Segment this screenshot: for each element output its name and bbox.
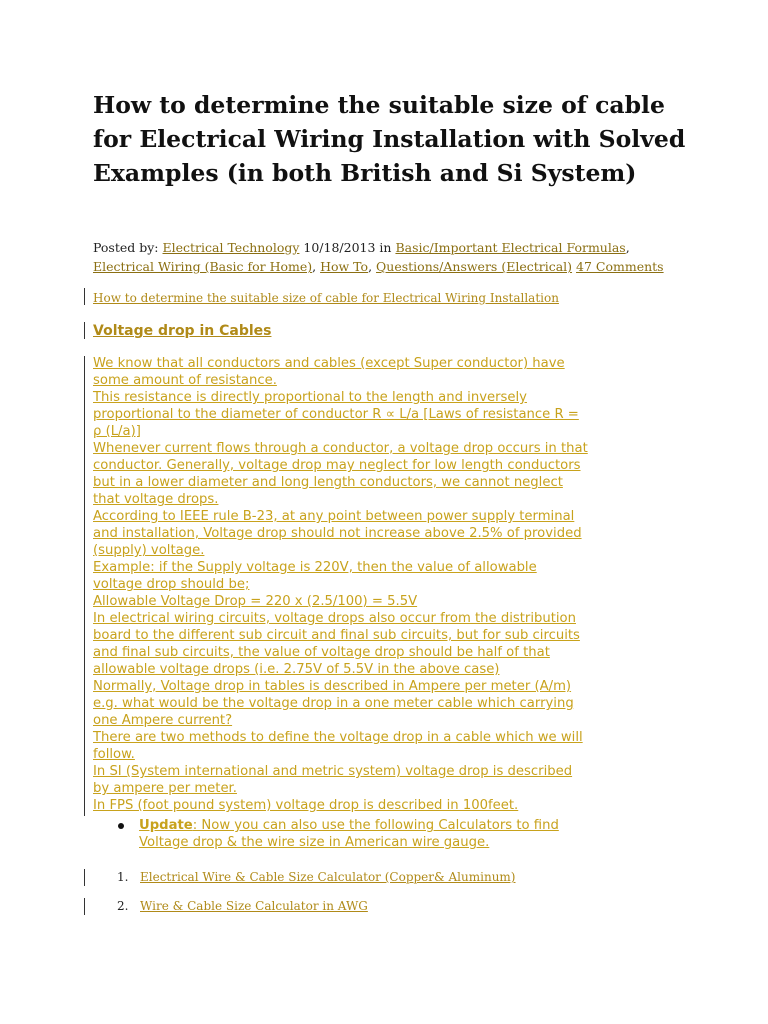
body-line[interactable]: by ampere per meter. <box>93 781 237 796</box>
text-cursor-bar <box>84 898 85 915</box>
body-line[interactable]: (supply) voltage. <box>93 543 205 558</box>
body-line[interactable]: Allowable Voltage Drop = 220 x (2.5/100) = 5.5V <box>93 594 418 609</box>
calculator-link-awg[interactable]: Wire & Cable Size Calculator in AWG <box>140 899 368 913</box>
update-label[interactable]: Update <box>139 818 193 833</box>
body-line[interactable]: and final sub circuits, the value of voltage drop should be half of that <box>93 645 550 660</box>
update-text-line2[interactable]: Voltage drop & the wire size in American wire gauge. <box>139 835 490 850</box>
list-number: 1. <box>117 870 129 884</box>
body-line[interactable]: board to the different sub circuit and final sub circuits, but for sub circuits <box>93 628 580 643</box>
post-date: 10/18/2013 in <box>299 240 396 255</box>
author-link[interactable]: Electrical Technology <box>162 240 300 255</box>
text-cursor-bar <box>84 869 85 886</box>
category-link-how-to[interactable]: How To <box>320 259 369 274</box>
comments-link[interactable]: 47 Comments <box>576 259 664 274</box>
update-list-item[interactable] <box>93 817 693 851</box>
subtitle-link[interactable]: How to determine the suitable size of cable for Electrical Wiring Installation <box>93 291 559 305</box>
body-line[interactable]: but in a lower diameter and long length conductors, we cannot neglect <box>93 475 563 490</box>
posted-by-label: Posted by: <box>93 240 163 255</box>
text-cursor-bar <box>84 356 85 816</box>
calculator-link-copper-aluminum[interactable]: Electrical Wire & Cable Size Calculator (Copper& Aluminum) <box>140 870 516 884</box>
text-cursor-bar <box>84 288 85 305</box>
body-line[interactable]: e.g. what would be the voltage drop in a one meter cable which carrying <box>93 696 574 711</box>
body-line[interactable]: We know that all conductors and cables (except Super conductor) have <box>93 356 565 371</box>
body-line[interactable]: ρ (L/a)] <box>93 424 141 439</box>
body-line[interactable]: some amount of resistance. <box>93 373 277 388</box>
article-title: How to determine the suitable size of cable for Electrical Wiring Installation with Solved Examples (in both British and Si System) <box>93 91 686 187</box>
article-body[interactable] <box>93 355 693 814</box>
update-list <box>93 817 693 851</box>
bullet-icon <box>118 823 124 829</box>
body-line[interactable]: According to IEEE rule B-23, at any point between power supply terminal <box>93 509 575 524</box>
body-line[interactable]: Whenever current flows through a conductor, a voltage drop occurs in that <box>93 441 588 456</box>
body-line[interactable]: that voltage drops. <box>93 492 219 507</box>
body-line[interactable]: In electrical wiring circuits, voltage drops also occur from the distribution <box>93 611 576 626</box>
body-line[interactable]: There are two methods to define the voltage drop in a cable which we will <box>93 730 583 745</box>
post-meta: Posted by: Electrical Technology 10/18/2013 in Basic/Important Electrical Formulas, Electrical Wiring (Basic for Home), How To, Questions/Answers (Electrical) 47 Comments <box>93 240 664 274</box>
category-link-wiring[interactable]: Electrical Wiring (Basic for Home) <box>93 259 313 274</box>
text-cursor-bar <box>84 322 85 339</box>
category-link-qa[interactable]: Questions/Answers (Electrical) <box>376 259 573 274</box>
body-line[interactable]: Normally, Voltage drop in tables is described in Ampere per meter (A/m) <box>93 679 572 694</box>
body-line[interactable]: and installation, Voltage drop should not increase above 2.5% of provided <box>93 526 582 541</box>
body-line[interactable]: voltage drop should be; <box>93 577 250 592</box>
list-number: 2. <box>117 899 129 913</box>
body-line[interactable]: allowable voltage drops (i.e. 2.75V of 5.5V in the above case) <box>93 662 500 677</box>
body-line[interactable]: In SI (System international and metric system) voltage drop is described <box>93 764 573 779</box>
body-line[interactable]: In FPS (foot pound system) voltage drop is described in 100feet. <box>93 798 519 813</box>
body-line[interactable]: This resistance is directly proportional to the length and inversely <box>93 390 527 405</box>
body-line[interactable]: proportional to the diameter of conductor R ∝ L/a [Laws of resistance R = <box>93 407 579 422</box>
update-text[interactable]: : Now you can also use the following Calculators to find <box>192 818 559 833</box>
body-line[interactable]: conductor. Generally, voltage drop may neglect for low length conductors <box>93 458 581 473</box>
body-line[interactable]: one Ampere current? <box>93 713 233 728</box>
section-heading-link[interactable]: Voltage drop in Cables <box>93 323 272 339</box>
body-line[interactable]: Example: if the Supply voltage is 220V, then the value of allowable <box>93 560 537 575</box>
body-line[interactable]: follow. <box>93 747 135 762</box>
category-link-formulas[interactable]: Basic/Important Electrical Formulas <box>395 240 626 255</box>
